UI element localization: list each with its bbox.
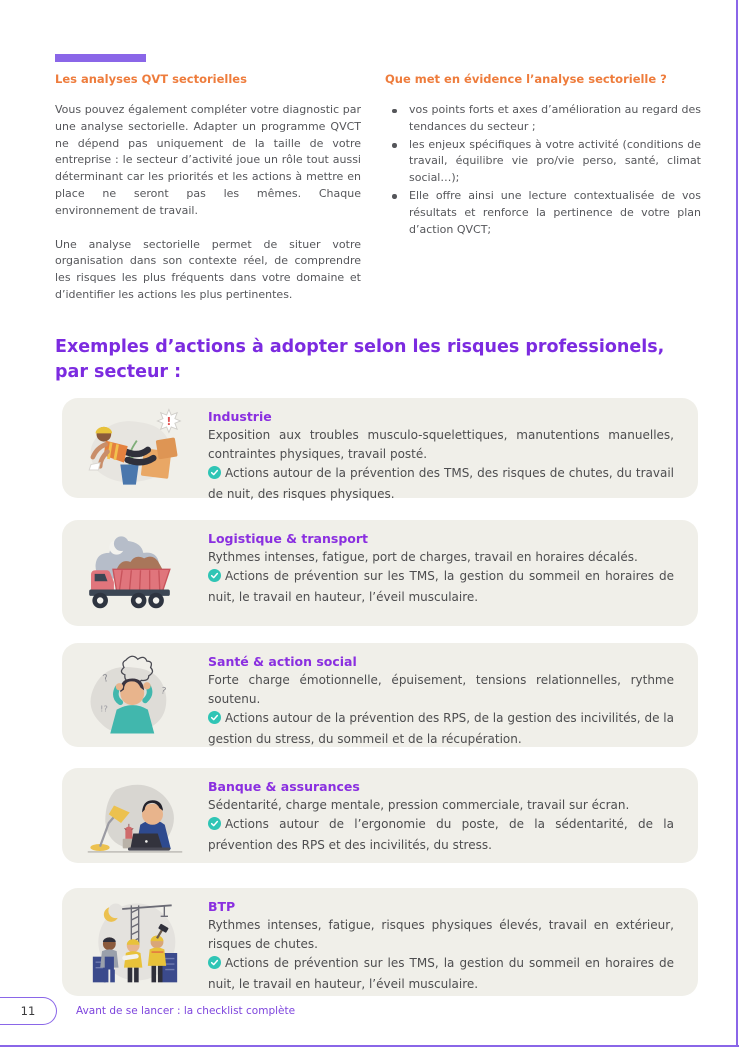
card-actions (208, 567, 674, 607)
card-title: Industrie (208, 409, 272, 424)
svg-text:?: ? (101, 673, 110, 686)
sector-card-logistique (62, 520, 698, 626)
card-risks: Forte charge émotionnelle, épuisement, tensions relationnelles, rythme soutenu. (208, 673, 674, 706)
card-illustration (62, 888, 208, 996)
right-column (385, 72, 701, 239)
construction-workers-illustration (80, 897, 190, 987)
bullet-item: les enjeux spécifiques à votre activité (conditions de travail, équilibre vie pro/vie perso, santé, climat social…); (409, 137, 701, 187)
card-body (208, 398, 698, 501)
card-risks: Rythmes intenses, fatigue, port de charges, travail en horaires décalés. (208, 550, 638, 564)
card-body (208, 643, 698, 747)
section-heading-line1: Exemples d’actions à adopter selon les risques professionels, (55, 337, 665, 357)
footer-label: Avant de se lancer : la checklist complète (76, 1005, 296, 1017)
card-title: Santé & action social (208, 654, 357, 669)
falling-worker-illustration (80, 404, 190, 492)
card-title: Logistique & transport (208, 531, 369, 546)
svg-text:?: ? (160, 685, 168, 698)
stressed-person-illustration (80, 651, 190, 739)
card-actions (208, 815, 674, 855)
card-actions-text: Actions de prévention sur les TMS, la gestion du sommeil en horaires de nuit, le travail en hauteur, l’éveil musculaire. (208, 956, 674, 991)
check-icon (208, 466, 221, 485)
desk-worker-illustration (80, 774, 190, 858)
bullet-list (385, 102, 701, 238)
section-heading (55, 335, 705, 384)
svg-text:!?: !? (100, 703, 108, 714)
left-column-title: Les analyses QVT sectorielles (55, 72, 247, 86)
card-body (208, 768, 698, 863)
paragraph: Vous pouvez également compléter votre diagnostic par une analyse sectorielle. Adapter un programme QVCT ne dépend pas uniquement de la taille de votre entreprise : le secteur d’activité joue un rôle tout aussi déterminant car les priorités et les actions à mettre en place ne seront pas les mêmes. Chaque environnement de travail. (55, 103, 361, 217)
card-illustration (62, 643, 208, 747)
card-risks: Exposition aux troubles musculo-squelettiques, manutentions manuelles, contraintes physiques, travail posté. (208, 428, 674, 461)
page-number: 11 (20, 1004, 36, 1018)
card-actions (208, 464, 674, 504)
card-body (208, 888, 698, 996)
card-risks: Sédentarité, charge mentale, pression commerciale, travail sur écran. (208, 798, 630, 812)
bullet-item: vos points forts et axes d’amélioration au regard des tendances du secteur ; (409, 102, 701, 136)
card-illustration (62, 768, 208, 863)
sector-card-btp (62, 888, 698, 996)
card-illustration (62, 398, 208, 498)
card-title: BTP (208, 899, 236, 914)
dump-truck-illustration (80, 529, 190, 617)
sector-card-industrie (62, 398, 698, 501)
card-actions-text: Actions autour de l’ergonomie du poste, de la sédentarité, de la prévention des RPS et des incivilités, du stress. (208, 817, 674, 852)
page-bottom-border (0, 1045, 739, 1047)
right-column-title: Que met en évidence l’analyse sectorielle ? (385, 72, 667, 86)
card-illustration (62, 520, 208, 626)
section-heading-line2: par secteur : (55, 361, 182, 382)
left-column (55, 72, 361, 321)
card-actions-text: Actions de prévention sur les TMS, la gestion du sommeil en horaires de nuit, le travail en hauteur, l’éveil musculaire. (208, 569, 674, 604)
card-actions-text: Actions autour de la prévention des TMS, des risques de chutes, du travail de nuit, des risques physiques. (208, 466, 674, 501)
page-right-border (736, 0, 738, 1046)
check-icon (208, 569, 221, 588)
bullet-item: Elle offre ainsi une lecture contextualisée de vos résultats et renforce la pertinence de votre plan d’action QVCT; (409, 188, 701, 238)
check-icon (208, 956, 221, 975)
card-risks: Rythmes intenses, fatigue, risques physiques élevés, travail en extérieur, risques de chutes. (208, 918, 674, 951)
card-title: Banque & assurances (208, 779, 360, 794)
svg-text:!: ! (166, 415, 172, 429)
check-icon (208, 711, 221, 730)
card-actions-text: Actions autour de la prévention des RPS, de la gestion des incivilités, de la gestion du stress, du sommeil et de la récupération. (208, 711, 674, 746)
sector-card-sante (62, 643, 698, 747)
card-actions (208, 954, 674, 994)
card-body (208, 520, 698, 626)
accent-bar (55, 54, 146, 62)
sector-card-banque (62, 768, 698, 863)
check-icon (208, 817, 221, 836)
page-number-badge (0, 997, 57, 1025)
paragraph: Une analyse sectorielle permet de situer votre organisation dans son contexte réel, de comprendre les risques les plus fréquents dans votre domaine et d’identifier les actions les plus pertinentes. (55, 237, 361, 301)
card-actions (208, 709, 674, 749)
